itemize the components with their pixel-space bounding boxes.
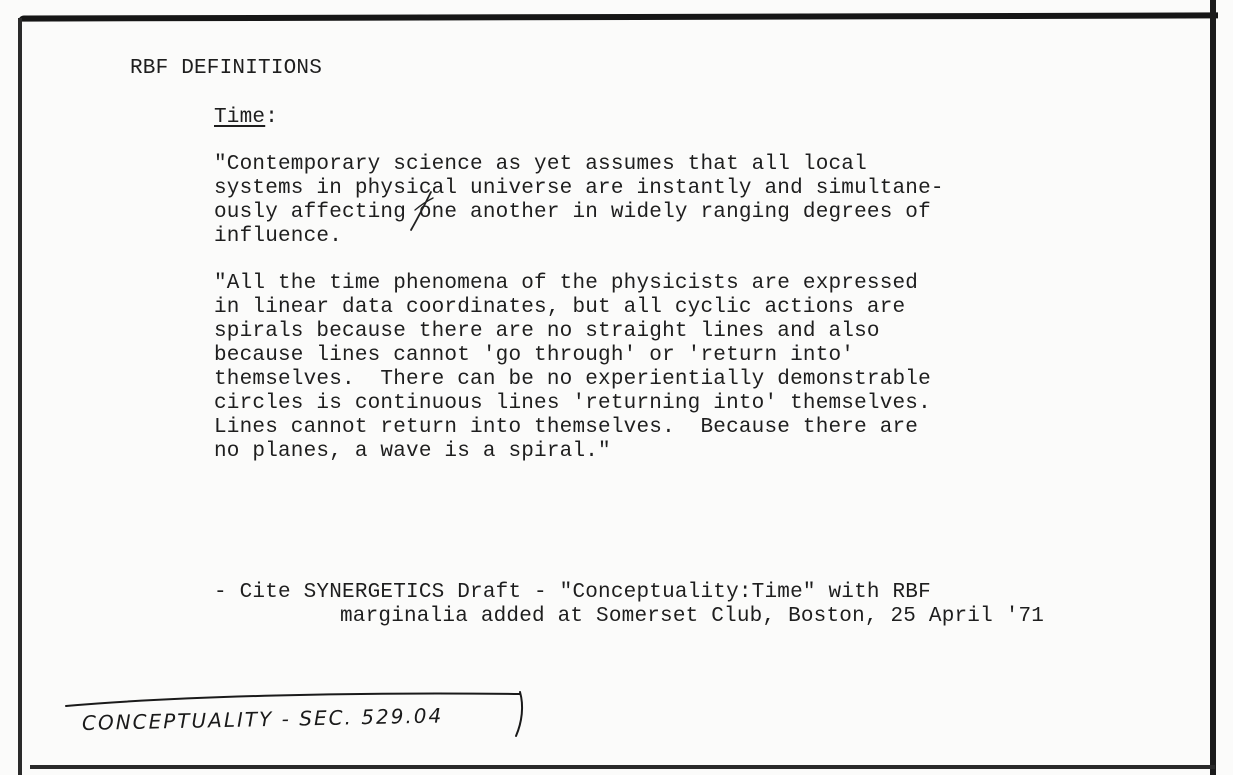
pen-correction-mark	[395, 190, 445, 234]
quote-paragraph-2: "All the time phenomena of the physicists are expressed in linear data coordinates, but all cyclic actions are spirals because there are no straight lines and also because lines cannot 'go through' or 'return into' themselves. There can be no experientially demonstrable circles is continuous lines 'returning into' themselves. Lines cannot return into themselves. Because there are no planes, a wave is a spiral."	[214, 272, 931, 463]
citation-line-2: marginalia added at Somerset Club, Boston, 25 April '71	[340, 605, 1045, 628]
card-right-border	[1210, 0, 1216, 775]
card-top-border	[18, 12, 1218, 21]
card-left-border	[18, 18, 22, 775]
card-heading: RBF DEFINITIONS	[130, 57, 323, 80]
handwritten-section-note: CONCEPTUALITY - SEC. 529.04	[81, 703, 444, 735]
section-label-colon: :	[265, 106, 279, 129]
card-bottom-border	[30, 765, 1215, 769]
citation-line-1: - Cite SYNERGETICS Draft - "Conceptuality:Time" with RBF	[214, 581, 931, 604]
quote-paragraph-1: "Contemporary science as yet assumes that all local systems in physical universe are instantly and simultane- ously affecting one another in widely ranging degrees of influence.	[214, 153, 944, 248]
section-label-text: Time	[214, 106, 266, 129]
section-label	[214, 106, 278, 130]
